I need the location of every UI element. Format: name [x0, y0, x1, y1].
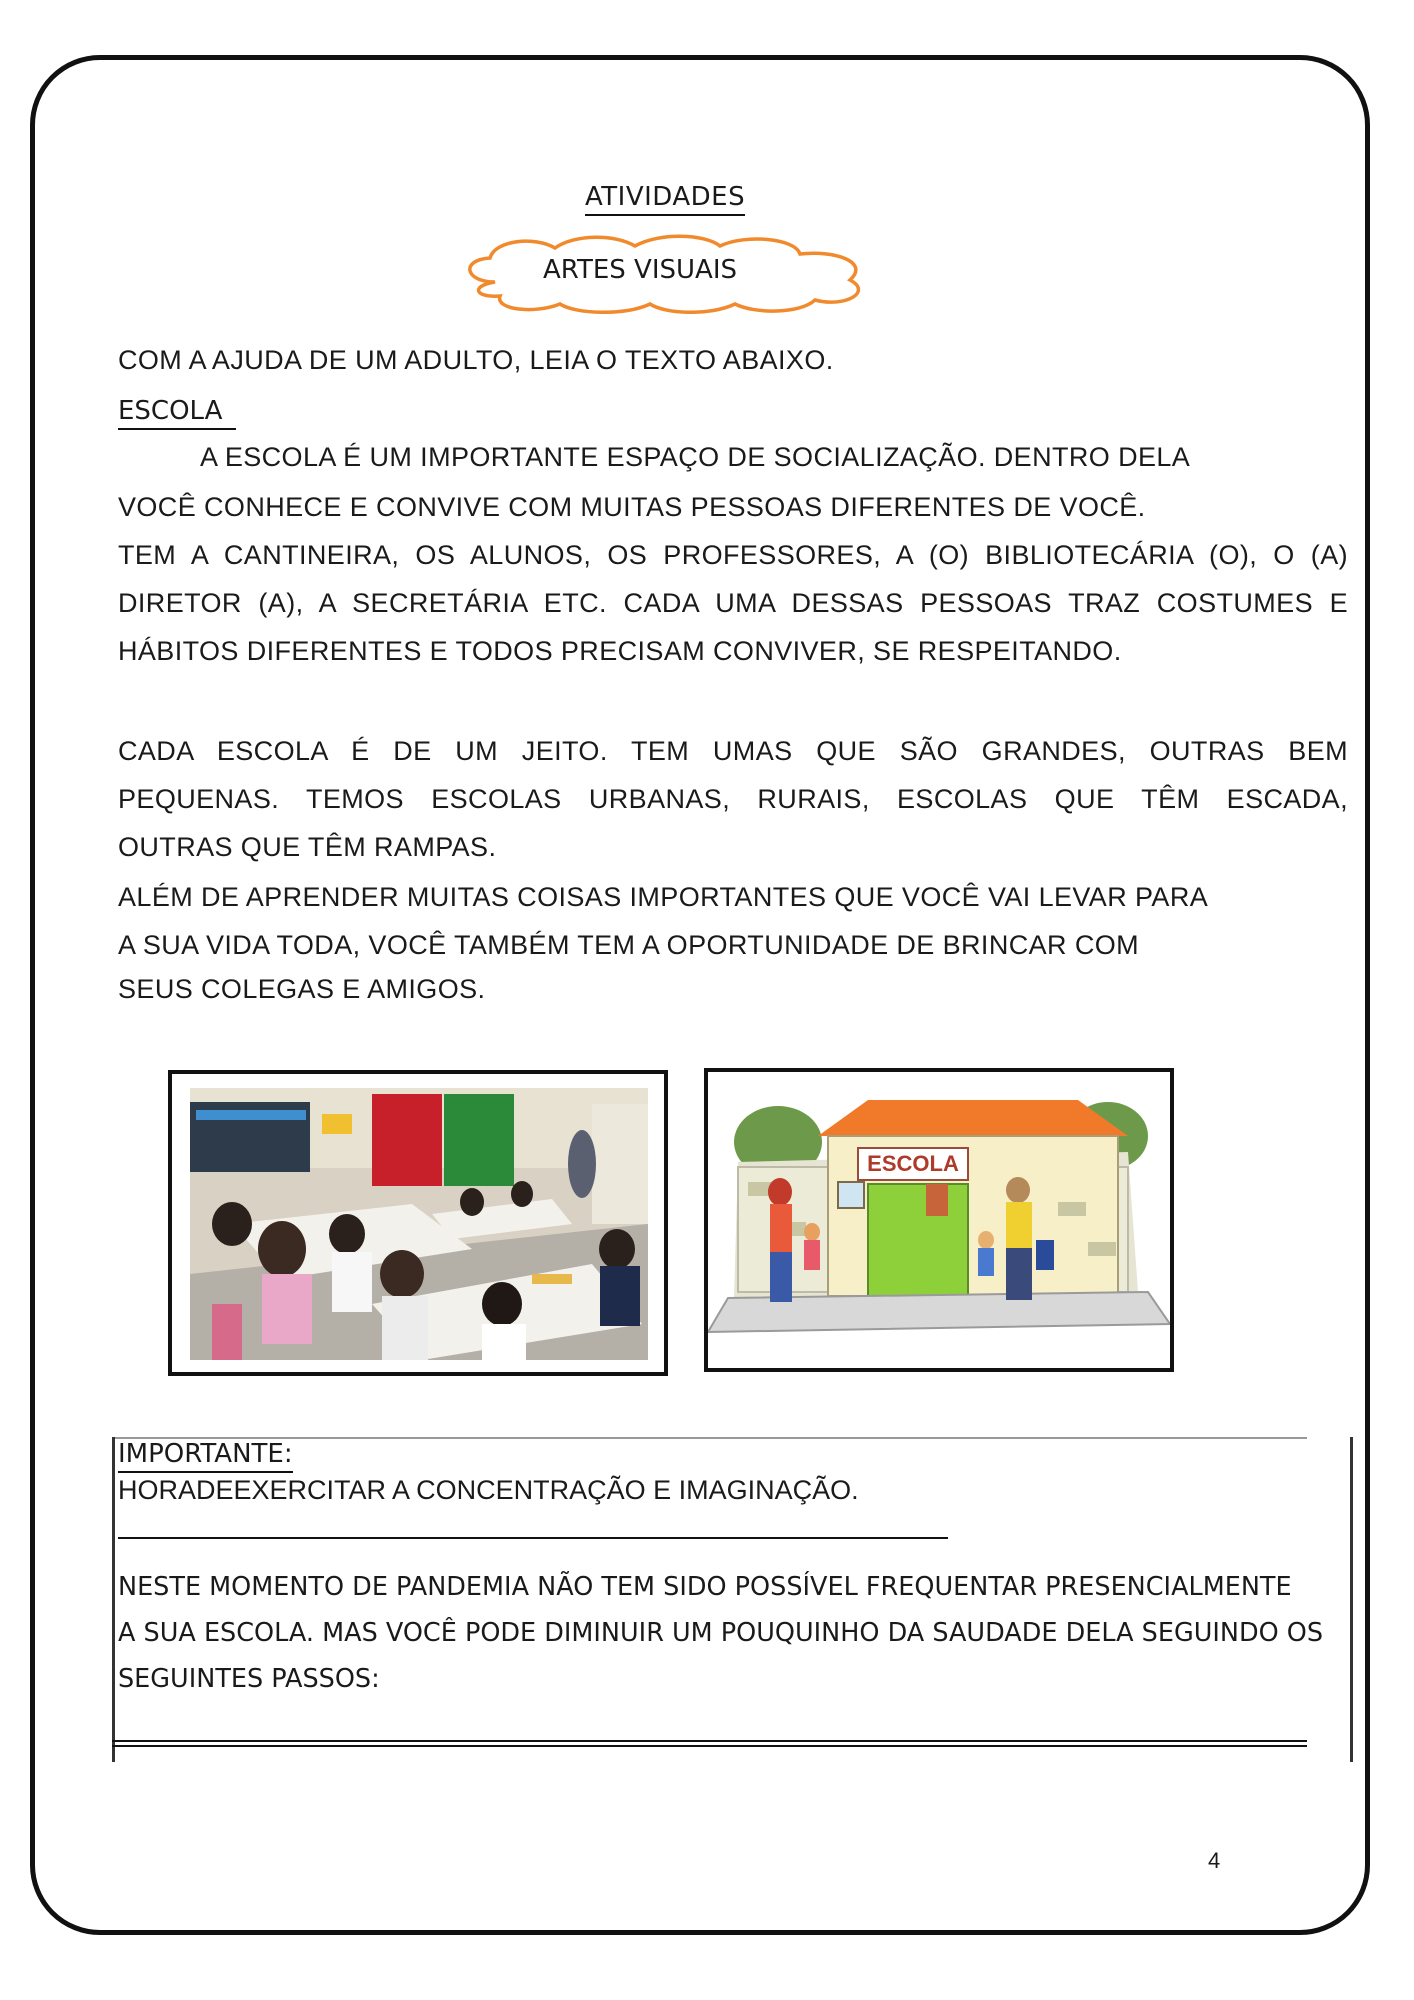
paragraph-line: ALÉM DE APRENDER MUITAS COISAS IMPORTANTES QUE VOCÊ VAI LEVAR PARA	[118, 882, 1209, 912]
box-right-rule	[1350, 1437, 1353, 1762]
answer-line	[112, 1745, 1307, 1747]
important-body-line: A SUA ESCOLA. MAS VOCÊ PODE DIMINUIR UM POUQUINHO DA SAUDADE DELA SEGUINDO OS	[118, 1618, 1324, 1648]
answer-line	[112, 1740, 1307, 1742]
school-illustration	[708, 1072, 1170, 1368]
paragraph-line: CADA ESCOLA É DE UM JEITO. TEM UMAS QUE SÃO GRANDES, OUTRAS BEM	[118, 736, 1348, 766]
important-line: HORADEEXERCITAR A CONCENTRAÇÃO E IMAGINAÇÃO.	[118, 1475, 859, 1505]
classroom-photo	[172, 1074, 664, 1372]
paragraph-line: A SUA VIDA TODA, VOCÊ TAMBÉM TEM A OPORTUNIDADE DE BRINCAR COM	[118, 930, 1140, 960]
school-illustration-frame	[704, 1068, 1174, 1372]
classroom-photo-frame	[168, 1070, 668, 1376]
paragraph-line: SEUS COLEGAS E AMIGOS.	[118, 974, 486, 1004]
paragraph-line: OUTRAS QUE TÊM RAMPAS.	[118, 832, 497, 862]
important-body-line: SEGUINTES PASSOS:	[118, 1664, 380, 1694]
school-sign-text: ESCOLA	[867, 1151, 959, 1176]
paragraph-line: TEM A CANTINEIRA, OS ALUNOS, OS PROFESSORES, A (O) BIBLIOTECÁRIA (O), O (A)	[118, 540, 1348, 570]
paragraph-line: A ESCOLA É UM IMPORTANTE ESPAÇO DE SOCIALIZAÇÃO. DENTRO DELA	[200, 442, 1191, 472]
paragraph-line: HÁBITOS DIFERENTES E TODOS PRECISAM CONVIVER, SE RESPEITANDO.	[118, 636, 1122, 666]
paragraph-line: PEQUENAS. TEMOS ESCOLAS URBANAS, RURAIS, ESCOLAS QUE TÊM ESCADA,	[118, 784, 1348, 814]
important-label: IMPORTANTE:	[118, 1437, 293, 1473]
important-body-line: NESTE MOMENTO DE PANDEMIA NÃO TEM SIDO POSSÍVEL FREQUENTAR PRESENCIALMENTE	[118, 1572, 1292, 1602]
divider-line	[118, 1537, 948, 1539]
paragraph-line: DIRETOR (A), A SECRETÁRIA ETC. CADA UMA DESSAS PESSOAS TRAZ COSTUMES E	[118, 588, 1348, 618]
box-left-rule	[112, 1437, 115, 1762]
subject-label: ARTES VISUAIS	[543, 255, 737, 285]
paragraph-line: VOCÊ CONHECE E CONVIVE COM MUITAS PESSOAS DIFERENTES DE VOCÊ.	[118, 492, 1146, 522]
page-number: 4	[1208, 1848, 1221, 1873]
text-title: ESCOLA	[118, 394, 236, 430]
instruction-text: COM A AJUDA DE UM ADULTO, LEIA O TEXTO ABAIXO.	[118, 345, 834, 375]
page-heading: ATIVIDADES	[585, 182, 745, 216]
